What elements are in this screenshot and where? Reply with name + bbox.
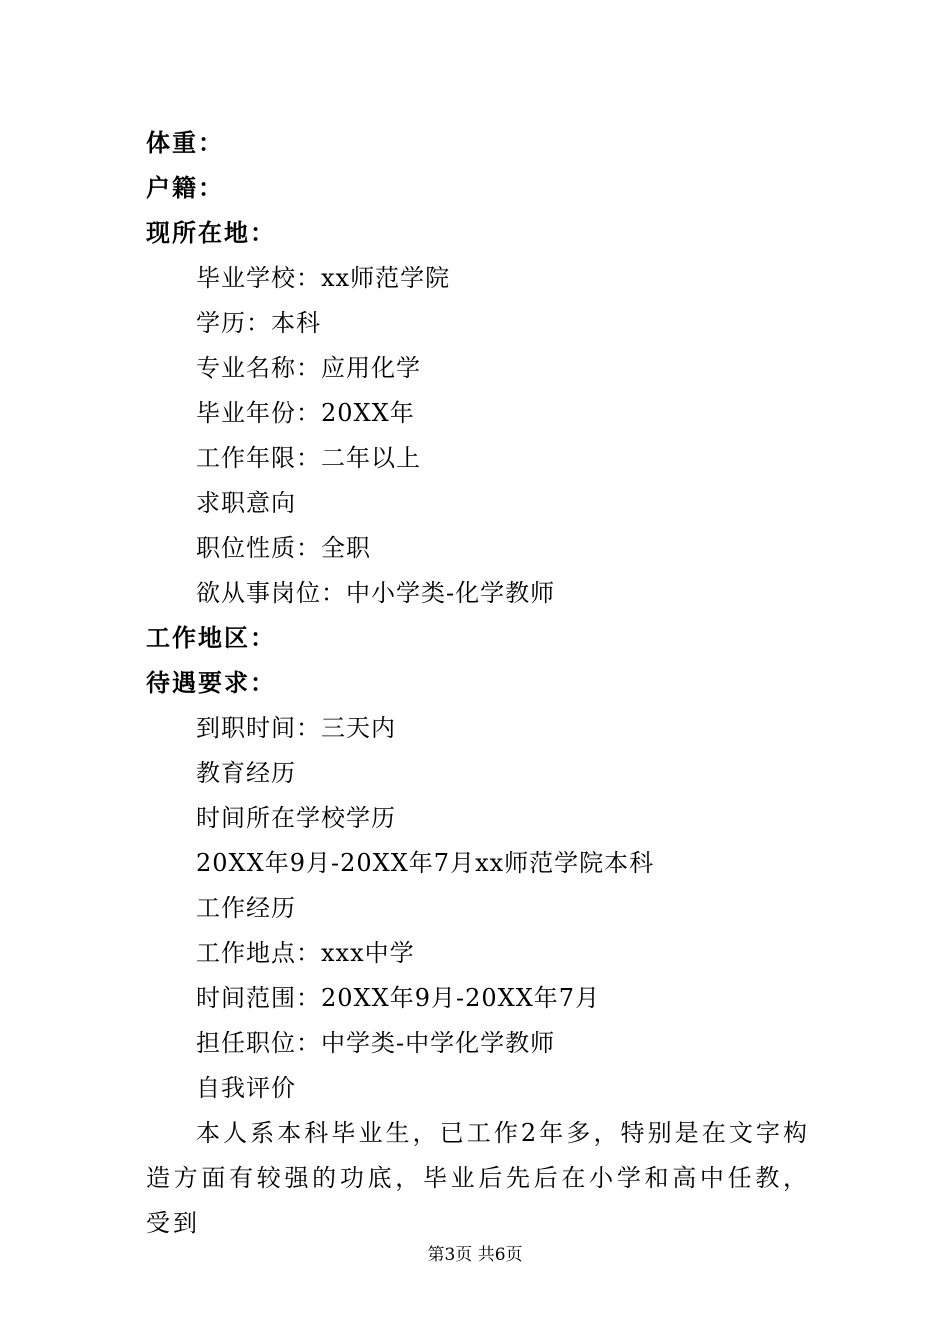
start-time-line: 到职时间：三天内 <box>196 714 396 742</box>
education-history-row: 20XX年9月-20XX年7月xx师范学院本科 <box>196 849 655 877</box>
self-eval-title: 自我评价 <box>196 1074 296 1102</box>
job-position-line: 欲从事岗位：中小学类-化学教师 <box>196 579 556 607</box>
self-eval-paragraph: 本人系本科毕业生，已工作2年多，特别是在文字构造方面有较强的功底，毕业后先后在小学和高中任教，受到 <box>146 1119 810 1237</box>
location-label: 现所在地： <box>146 219 276 247</box>
school-line: 毕业学校：xx师范学院 <box>196 264 451 292</box>
page-number-footer: 第3页 共6页 <box>427 1245 523 1265</box>
document-body <box>146 121 810 1246</box>
hukou-label: 户籍： <box>146 174 224 202</box>
grad-year-line: 毕业年份：20XX年 <box>196 399 415 427</box>
work-history-title: 工作经历 <box>196 894 296 922</box>
education-history-header: 时间所在学校学历 <box>196 804 396 832</box>
work-role-line: 担任职位：中学类-中学化学教师 <box>196 1029 556 1057</box>
major-line: 专业名称：应用化学 <box>196 354 421 382</box>
education-history-title: 教育经历 <box>196 759 296 787</box>
work-place-line: 工作地点：xxx中学 <box>196 939 415 967</box>
salary-label: 待遇要求： <box>146 669 276 697</box>
work-area-label: 工作地区： <box>146 624 276 652</box>
job-intent-title: 求职意向 <box>196 489 296 517</box>
work-period-line: 时间范围：20XX年9月-20XX年7月 <box>196 984 601 1012</box>
job-nature-line: 职位性质：全职 <box>196 534 371 562</box>
weight-label: 体重： <box>146 129 224 157</box>
degree-line: 学历：本科 <box>196 309 321 337</box>
work-years-line: 工作年限：二年以上 <box>196 444 421 472</box>
